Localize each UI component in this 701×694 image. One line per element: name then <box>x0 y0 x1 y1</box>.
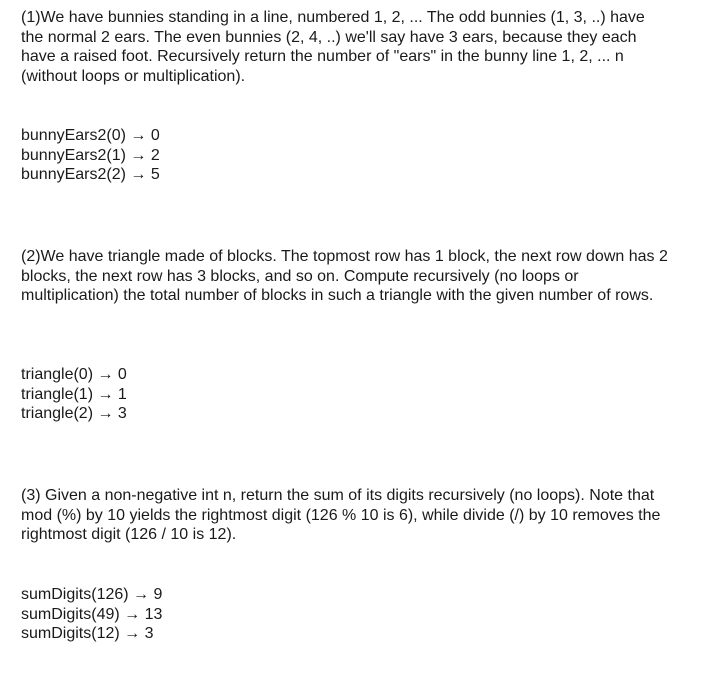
problem-1-text: (1)We have bunnies standing in a line, numbered 1, 2, ... The odd bunnies (1, 3, ..) have the normal 2 ears. The even bunnies (2, 4, ..) we'll say have 3 ears, because they each have a raised foot. Recursively return the number of "ears" in the bunny line 1, 2, ... n (without loops or multiplication). <box>21 9 645 85</box>
example-line: bunnyEars2(0) → 0 <box>21 127 160 144</box>
example-line: sumDigits(126) → 9 <box>21 586 163 603</box>
example-line: sumDigits(49) → 13 <box>21 605 163 623</box>
example-line: triangle(0) → 0 <box>21 366 127 383</box>
problem-3-description <box>21 486 671 545</box>
problem-1-description <box>21 8 671 86</box>
example-line: triangle(2) → 3 <box>21 405 127 422</box>
example-line: bunnyEars2(2) → 5 <box>21 166 160 183</box>
problem-3-text: (3) Given a non-negative int n, return the sum of its digits recursively (no loops). Note that mod (%) by 10 yields the rightmost digit (126 % 10 is 6), while divide (/) by 10 removes the rightmost digit (126 / 10 is 12). <box>21 487 661 543</box>
example-line: bunnyEars2(1) → 2 <box>21 146 160 164</box>
problem-3-examples <box>21 585 162 644</box>
problem-2-examples <box>21 365 127 424</box>
example-line: triangle(1) → 1 <box>21 385 127 403</box>
problem-2-text: (2)We have triangle made of blocks. The topmost row has 1 block, the next row down has 2 blocks, the next row has 3 blocks, and so on. Compute recursively (no loops or multiplication) the total number of blocks in such a triangle with the given number of rows. <box>21 248 668 304</box>
problem-2-description <box>21 247 671 306</box>
problem-1-examples <box>21 126 160 185</box>
example-line: sumDigits(12) → 3 <box>21 625 154 642</box>
